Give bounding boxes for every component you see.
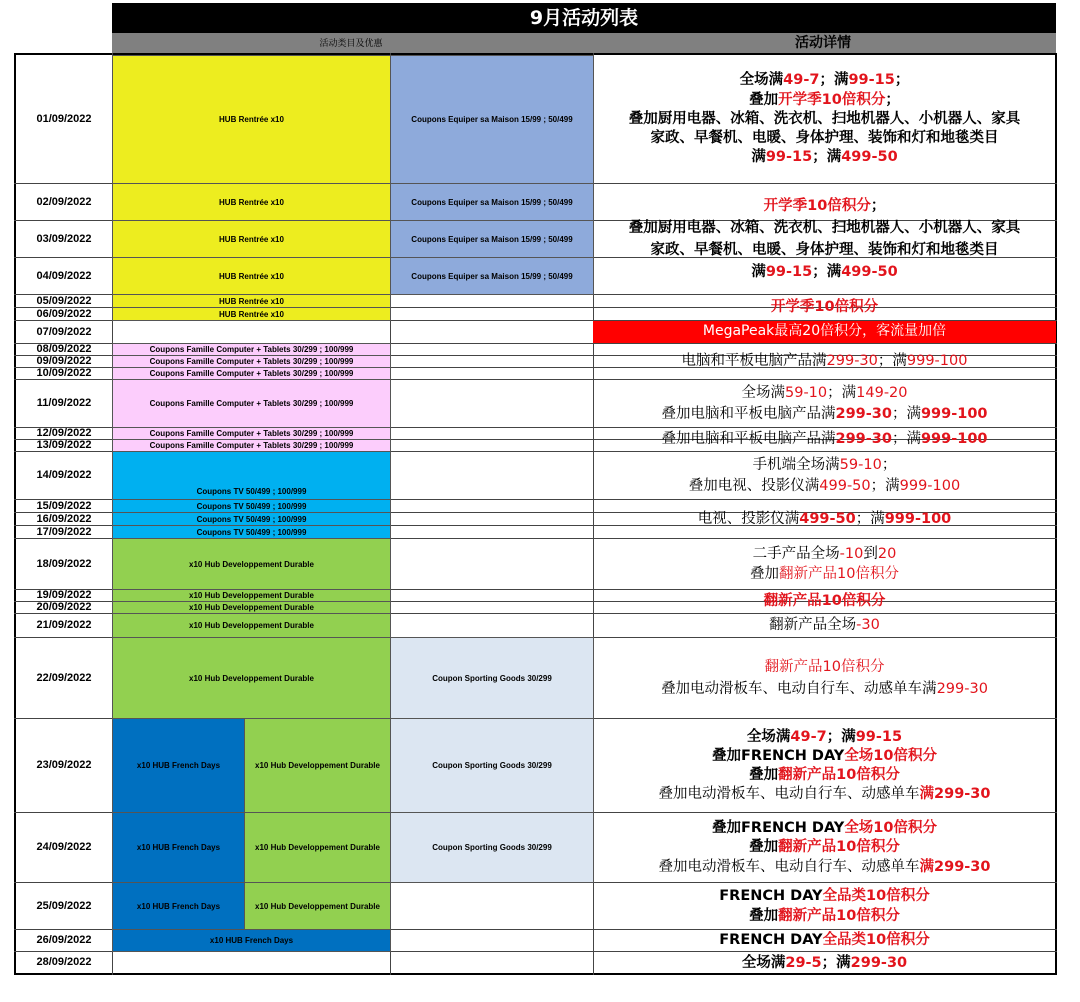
hub-dev-cell: x10 Hub Developpement Durable [112,613,391,638]
coupon-sporting-cell: Coupon Sporting Goods 30/299 [390,812,594,883]
detail-0109: 全场满49-7；满99-15； 叠加开学季10倍积分； 叠加厨用电器、冰箱、洗衣机、扫地机器人、小机器人、家具 家政、早餐机、电暖、身体护理、装饰和灯和地毯类目 满99-15；满499-50 [628,72,1021,166]
detail-2509: FRENCH DAY全品类10倍积分 叠加翻新产品10倍积分 [719,887,930,924]
date-cell: 23/09/2022 [36,759,92,771]
detail-1920: 翻新产品10倍积分 [763,593,886,610]
hub-dev-cell: x10 Hub Developpement Durable [244,882,391,930]
coupons-famille-cell: Coupons Famille Computer + Tablets 30/299 ; 100/999 [112,379,391,428]
detail-2609: FRENCH DAY全品类10倍积分 [719,932,930,949]
date-cell: 13/09/2022 [36,439,92,451]
date-cell: 02/09/2022 [36,195,92,208]
date-cell: 04/09/2022 [36,269,92,282]
date-cell: 21/09/2022 [36,619,92,631]
date-cell: 09/09/2022 [36,355,92,367]
header-details: 活动详情 [590,33,1056,53]
hub-rentree-cell: HUB Rentrée x10 [112,220,391,258]
date-cell: 18/09/2022 [36,557,92,570]
date-cell: 10/09/2022 [36,367,92,379]
hub-dev-cell: x10 Hub Developpement Durable [244,812,391,883]
coupons-famille-cell: Coupons Famille Computer + Tablets 30/299 ; 100/999 [112,343,391,356]
hub-rentree-cell: HUB Rentrée x10 [112,55,391,184]
hub-dev-cell: x10 Hub Developpement Durable [244,718,391,813]
date-cell: 03/09/2022 [36,232,92,245]
hub-rentree-cell: HUB Rentrée x10 [112,307,391,321]
hub-dev-cell: x10 Hub Developpement Durable [112,601,391,614]
detail-0204: 开学季10倍积分； 叠加厨用电器、冰箱、洗衣机、扫地机器人、小机器人、家具 家政、早餐机、电暖、身体护理、装饰和灯和地毯类目 满99-15；满499-50 [628,197,1021,281]
coupons-maison-cell: Coupons Equiper sa Maison 15/99 ; 50/499 [390,220,594,258]
date-cell: 24/09/2022 [36,841,92,853]
detail-0810: 电脑和平板电脑产品满299-30；满999-100 [681,353,968,370]
date-cell: 05/09/2022 [36,294,92,307]
date-cell: 15/09/2022 [36,499,92,512]
detail-2809: 全场满29-5；满299-30 [741,954,908,971]
date-cell: 11/09/2022 [36,397,92,409]
hub-french-cell: x10 HUB French Days [112,718,245,813]
date-cell: 12/09/2022 [36,427,92,439]
date-cell: 06/09/2022 [36,307,92,320]
coupons-famille-cell: Coupons Famille Computer + Tablets 30/299 ; 100/999 [112,427,391,440]
coupons-tv-cell: Coupons TV 50/499 ; 100/999 [112,451,391,500]
header-category: 活动类目及优惠 [112,33,590,53]
date-cell: 28/09/2022 [36,956,92,968]
hub-rentree-cell: HUB Rentrée x10 [112,294,391,308]
hub-french-cell: x10 HUB French Days [112,882,245,930]
date-cell: 17/09/2022 [36,525,92,538]
date-cell: 20/09/2022 [36,601,92,613]
date-cell: 08/09/2022 [36,343,92,355]
date-cell: 16/09/2022 [36,512,92,525]
date-cell: 22/09/2022 [36,671,92,684]
date-cell: 01/09/2022 [36,113,92,125]
detail-1517: 电视、投影仪满499-50；满999-100 [697,510,952,527]
detail-0506: 开学季10倍积分 [770,299,879,316]
date-cell: 26/09/2022 [36,934,92,946]
detail-2309: 全场满49-7；满99-15 叠加FRENCH DAY全场10倍积分 叠加翻新产品10倍积分 叠加电动滑板车、电动自行车、动感单车满299-30 [658,728,991,803]
date-cell: 25/09/2022 [36,899,92,912]
page-title: 9月活动列表 [112,3,1056,33]
detail-0709-megapeak: MegaPeak最高20倍积分，客流量加倍 [593,321,1056,343]
coupons-tv-cell: Coupons TV 50/499 ; 100/999 [112,499,391,513]
hub-dev-cell: x10 Hub Developpement Durable [112,538,391,590]
detail-2109: 翻新产品全场-30 [769,617,880,634]
coupons-famille-cell: Coupons Famille Computer + Tablets 30/299 ; 100/999 [112,355,391,368]
hub-rentree-cell: HUB Rentrée x10 [112,183,391,221]
coupons-maison-cell: Coupons Equiper sa Maison 15/99 ; 50/499 [390,257,594,295]
detail-1109: 全场满59-10；满149-20 叠加电脑和平板电脑产品满299-30；满999-100 [661,385,988,422]
hub-french-cell: x10 HUB French Days [112,929,391,952]
detail-2209: 翻新产品10倍积分 叠加电动滑板车、电动自行车、动感单车满299-30 [661,658,988,697]
hub-dev-cell: x10 Hub Developpement Durable [112,637,391,719]
detail-1213: 叠加电脑和平板电脑产品满299-30；满999-100 [661,431,988,448]
date-cell: 07/09/2022 [36,325,92,338]
coupons-tv-cell: Coupons TV 50/499 ; 100/999 [112,525,391,539]
coupons-maison-cell: Coupons Equiper sa Maison 15/99 ; 50/499 [390,55,594,184]
detail-1809: 二手产品全场-10到20 叠加翻新产品10倍积分 [750,545,899,582]
hub-french-cell: x10 HUB French Days [112,812,245,883]
coupon-sporting-cell: Coupon Sporting Goods 30/299 [390,637,594,719]
coupons-tv-cell: Coupons TV 50/499 ; 100/999 [112,512,391,526]
detail-2409: 叠加FRENCH DAY全场10倍积分 叠加翻新产品10倍积分 叠加电动滑板车、电动自行车、动感单车满299-30 [658,820,991,875]
date-cell: 19/09/2022 [36,589,92,601]
hub-rentree-cell: HUB Rentrée x10 [112,257,391,295]
detail-1409: 手机端全场满59-10； 叠加电视、投影仪满499-50；满999-100 [688,457,961,494]
coupon-sporting-cell: Coupon Sporting Goods 30/299 [390,718,594,813]
coupons-famille-cell: Coupons Famille Computer + Tablets 30/299 ; 100/999 [112,367,391,380]
date-cell: 14/09/2022 [36,469,92,481]
coupons-maison-cell: Coupons Equiper sa Maison 15/99 ; 50/499 [390,183,594,221]
coupons-famille-cell: Coupons Famille Computer + Tablets 30/299 ; 100/999 [112,439,391,452]
hub-dev-cell: x10 Hub Developpement Durable [112,589,391,602]
